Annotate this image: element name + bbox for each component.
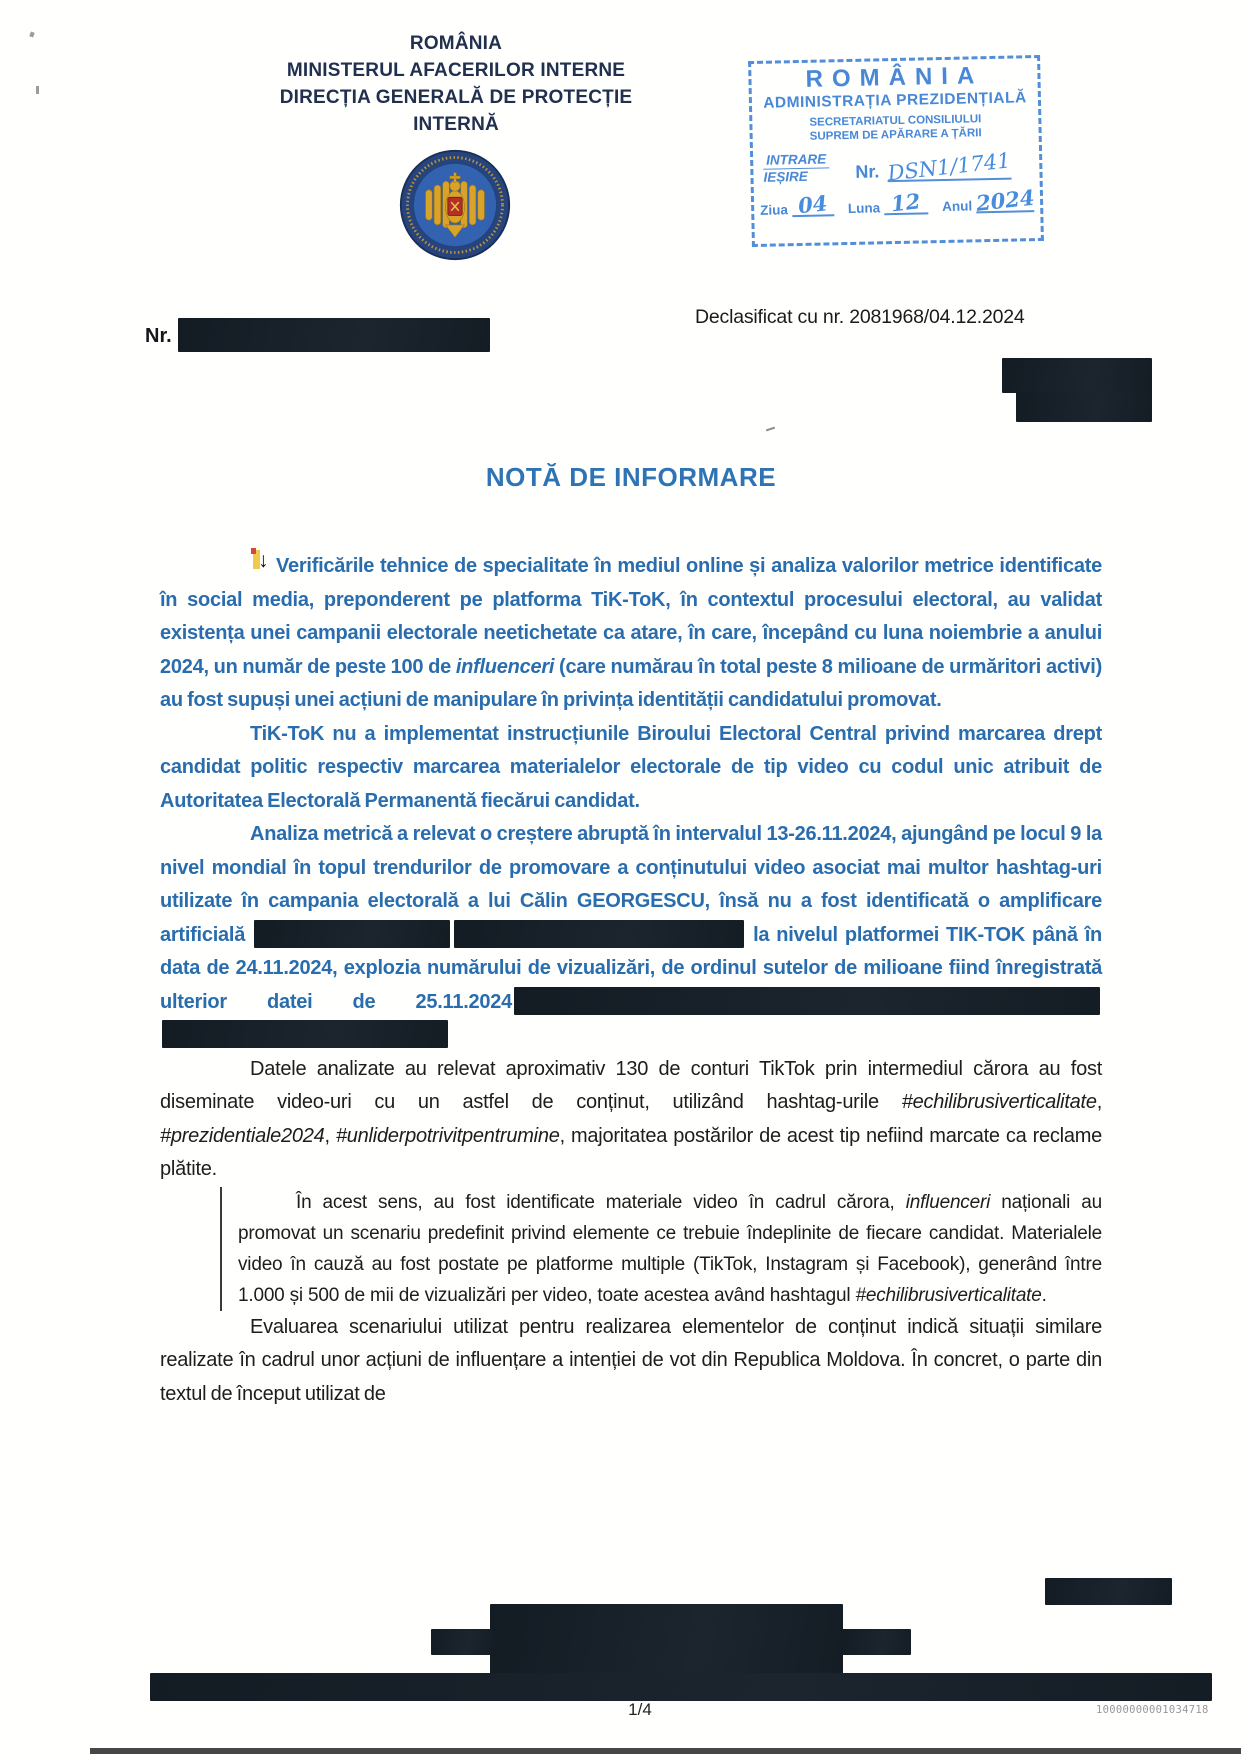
inline-redaction bbox=[162, 1020, 448, 1048]
stamp-day-line bbox=[792, 190, 834, 219]
document-body bbox=[160, 548, 1102, 1411]
paragraph-4-text: , bbox=[324, 1124, 336, 1147]
paragraph-4-text: , majoritatea postărilor de acest tip nefiind marcate ca reclame plătite. bbox=[160, 1124, 1102, 1180]
ministry-seal-icon bbox=[398, 148, 512, 262]
scan-artifact bbox=[29, 31, 34, 37]
paragraph-2-text: TiK-ToK nu a implementat instrucțiunile Biroului Electoral Central privind marcarea drept candidat politic respectiv marcarea materialelor electorale de tip video cu codul unic atribuit de Autoritatea Electorală Permanentă fiecărui candidat. bbox=[160, 722, 1102, 812]
annotation-mark-icon: ↓ bbox=[250, 548, 276, 572]
stamp-number-row bbox=[759, 147, 1034, 185]
quote-text: . bbox=[1041, 1284, 1047, 1306]
paragraph-1-text: (care numărau în total peste 8 milioane de urmăritori activi) au fost supuși unei acțiuni de manipulare în privința identității candidatului promovat. bbox=[160, 655, 1103, 711]
inline-redaction bbox=[454, 920, 744, 948]
stamp-year-handwritten: 2024 bbox=[974, 184, 1036, 216]
hashtag-1: #echilibrusiverticalitate bbox=[901, 1091, 1097, 1113]
stamp-month-label: Luna bbox=[847, 200, 881, 217]
scan-artifact bbox=[766, 427, 775, 432]
declassification-redaction bbox=[1016, 391, 1152, 422]
paragraph-4 bbox=[160, 1053, 1102, 1187]
bottom-redaction-right-wing bbox=[841, 1629, 911, 1655]
paragraph-2 bbox=[160, 718, 1102, 819]
paragraph-5-text: Evaluarea scenariului utilizat pentru realizarea elementelor de conținut indică situații similare realizate în cadrul unor acțiuni de influențare a intenției de vot din Republica Moldova. În concret, o parte din textul de început utilizat de bbox=[160, 1315, 1102, 1405]
stamp-secretariat-2: SUPREM DE APĂRARE A ȚĂRII bbox=[809, 127, 982, 143]
declassification-redaction bbox=[1002, 358, 1152, 393]
stamp-day-handwritten: 04 bbox=[796, 190, 829, 219]
bottom-redaction-center bbox=[490, 1604, 843, 1676]
letterhead-ministry: MINISTERUL AFACERILOR INTERNE bbox=[286, 60, 626, 81]
letterhead-directorate2: INTERNĂ bbox=[413, 114, 499, 135]
bottom-redaction-bar bbox=[150, 1673, 1212, 1701]
stamp-exit-label: IEȘIRE bbox=[763, 168, 808, 185]
registry-stamp bbox=[748, 55, 1044, 247]
paragraph-3-text: la nivelul platformei TIK-TOK până în data de 24.11.2024, explozia numărului de vizualizări, de ordinul sutelor de milioane fiind înregistrată ulterior datei de 25.11.2024 bbox=[160, 923, 1102, 1013]
stamp-year-line bbox=[974, 184, 1036, 216]
quote-text: naționali au promovat un scenariu predefinit privind elemente ce trebuie îndeplinite de fiecare candidat. Materialele video în cauză au fost postate pe platforme multiple (TikTok, Instagram și Facebook), generând între 1.000 și 500 de mii de vizualizări per video, toate acestea având hashtagul bbox=[238, 1191, 1103, 1306]
stamp-country: ROMÂNIA bbox=[805, 62, 984, 93]
document-code: 10000000001034718 bbox=[1096, 1704, 1209, 1716]
indented-quote-block bbox=[220, 1187, 1102, 1311]
paragraph-1-text: Verificările tehnice de specialitate în mediul online și analiza valorilor metrice identificate în social media, preponderent pe platforma TiK-ToK, în contextul procesului electoral, au validat existența unei campanii electorale neetichetate ca atare, în care, începând cu luna noiembrie a anului 2024, un număr de peste 100 de bbox=[160, 555, 1102, 678]
letterhead-country: ROMÂNIA bbox=[409, 33, 503, 54]
stamp-year-label: Anul bbox=[942, 198, 973, 215]
paragraph-4-text: , bbox=[1096, 1091, 1102, 1113]
paragraph-3 bbox=[160, 818, 1102, 1053]
stamp-month-line bbox=[884, 188, 928, 217]
bottom-redaction-left-wing bbox=[431, 1629, 493, 1655]
registration-number-label: Nr. bbox=[145, 325, 172, 347]
inline-redaction bbox=[254, 920, 450, 948]
declassification-note: Declasificat cu nr. 2081968/04.12.2024 bbox=[695, 306, 1025, 328]
paragraph-1-emphasis: influenceri bbox=[455, 655, 555, 678]
paragraph-5 bbox=[160, 1311, 1102, 1412]
letterhead-directorate: DIRECȚIA GENERALĂ DE PROTECȚIE bbox=[279, 87, 633, 108]
scan-edge-strip bbox=[90, 1748, 1241, 1754]
quote-hashtag: #echilibrusiverticalitate bbox=[855, 1284, 1042, 1306]
bottom-redaction-small bbox=[1045, 1578, 1172, 1605]
quote-text: În acest sens, au fost identificate materiale video în cadrul cărora, bbox=[296, 1191, 906, 1213]
stamp-nr-line bbox=[886, 148, 1012, 186]
scan-artifact bbox=[36, 86, 39, 94]
paragraph-1 bbox=[160, 548, 1102, 718]
stamp-secretariat-1: SECRETARIATUL CONSILIULUI bbox=[809, 113, 982, 129]
quote-emphasis: influenceri bbox=[905, 1191, 991, 1213]
stamp-day-label: Ziua bbox=[760, 202, 789, 218]
page-number: 1/4 bbox=[628, 1700, 652, 1719]
stamp-administration: ADMINISTRAȚIA PREZIDENȚIALĂ bbox=[763, 89, 1027, 112]
hashtag-2: #prezidentiale2024 bbox=[160, 1124, 325, 1147]
inline-redaction bbox=[514, 987, 1100, 1015]
stamp-entry-label: INTRARE bbox=[763, 151, 829, 169]
stamp-entry-exit bbox=[763, 151, 830, 184]
paragraph-3-text: Analiza metrică a relevat o creștere abruptă în intervalul 13-26.11.2024, ajungând pe locul 9 la nivel mondial în topul trendurilor de promovare a conținutului video asociat mai multor hashtag-uri utilizate în campania electorală a lui Călin GEORGESCU, însă nu a fost identificată o amplificare artificială bbox=[160, 823, 1102, 946]
stamp-nr-handwritten: DSN1/1741 bbox=[886, 148, 1012, 186]
paragraph-4-text: Datele analizate au relevat aproximativ 130 de conturi TikTok prin intermediul cărora au fost diseminate video-uri cu un astfel de conținut, utilizând hashtag-urile bbox=[160, 1057, 1102, 1113]
registration-number-redaction bbox=[178, 318, 490, 352]
hashtag-3: #unliderpotrivitpentrumine bbox=[335, 1124, 560, 1147]
stamp-month-handwritten: 12 bbox=[890, 188, 922, 217]
document-title: NOTĂ DE INFORMARE bbox=[485, 462, 777, 492]
letterhead bbox=[250, 30, 662, 138]
stamp-date-row bbox=[760, 184, 1036, 219]
stamp-nr-label: Nr. bbox=[855, 161, 880, 182]
